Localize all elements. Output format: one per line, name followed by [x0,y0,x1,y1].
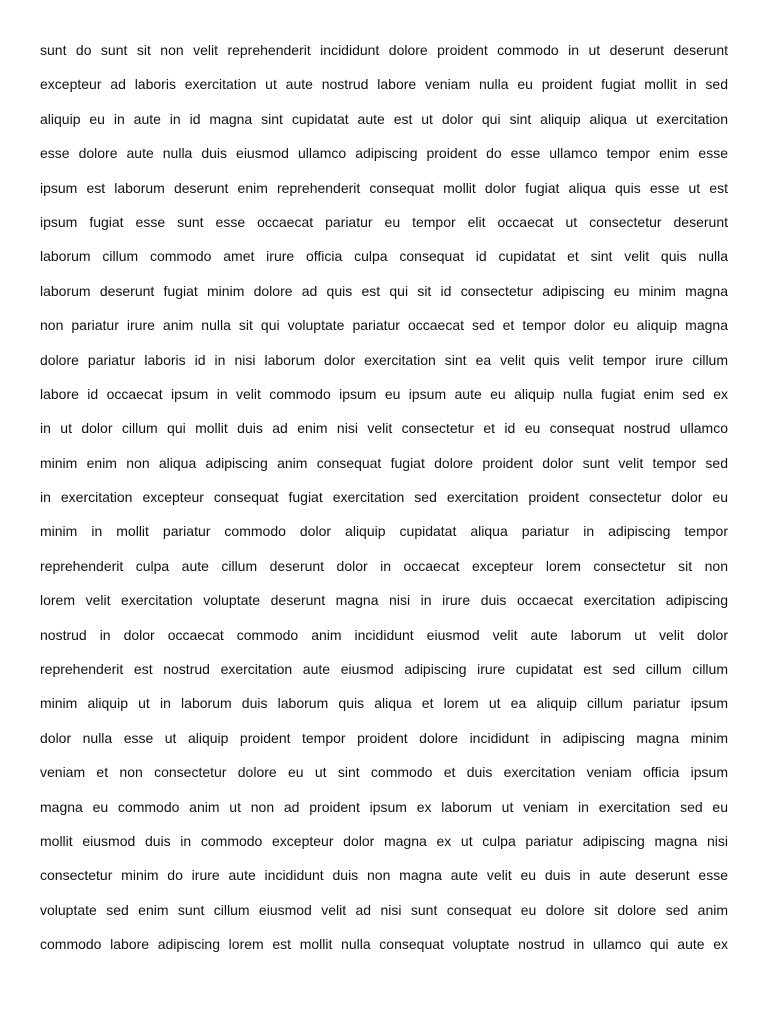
text-line-27: commodo labore adipiscing lorem est mollit nulla consequat voluptate nostrud in ullamco qui aute ex [40,936,728,953]
text-line-11: labore id occaecat ipsum in velit commodo ipsum eu ipsum aute eu aliquip nulla fugiat enim sed ex [40,385,728,402]
text-line-17: lorem velit exercitation voluptate deserunt magna nisi in irure duis occaecat exercitation adipiscing [40,592,728,609]
text-line-15: minim in mollit pariatur commodo dolor aliquip cupidatat aliqua pariatur in adipiscing tempor [40,523,728,540]
text-line-6: ipsum fugiat esse sunt esse occaecat pariatur eu tempor elit occaecat ut consectetur deserunt [40,213,728,230]
text-line-1: sunt do sunt sit non velit reprehenderit incididunt dolore proident commodo in ut deserunt deserunt [40,42,728,58]
text-line-23: magna eu commodo anim ut non ad proident ipsum ex laborum ut veniam in exercitation sed eu [40,798,728,815]
text-line-9: non pariatur irure anim nulla sit qui voluptate pariatur occaecat sed et tempor dolor eu aliquip magna [40,317,728,334]
text-line-8: laborum deserunt fugiat minim dolore ad quis est qui sit id consectetur adipiscing eu minim magna [40,282,728,299]
text-line-14: in exercitation excepteur consequat fugiat exercitation sed exercitation proident consectetur dolor eu [40,489,728,506]
text-line-4: esse dolore aute nulla duis eiusmod ullamco adipiscing proident do esse ullamco tempor enim esse [40,145,728,162]
text-line-10: dolore pariatur laboris id in nisi laborum dolor exercitation sint ea velit quis velit tempor irure cillum [40,351,728,368]
text-line-2: excepteur ad laboris exercitation ut aute nostrud labore veniam nulla eu proident fugiat mollit in sed [40,76,728,93]
text-line-7: laborum cillum commodo amet irure officia culpa consequat id cupidatat et sint velit quis nulla [40,248,728,265]
body-text [40,38,728,967]
text-line-18: nostrud in dolor occaecat commodo anim incididunt eiusmod velit aute laborum ut velit dolor [40,626,728,643]
text-line-25: consectetur minim do irure aute incididunt duis non magna aute velit eu duis in aute deserunt esse [40,867,728,884]
text-line-26: voluptate sed enim sunt cillum eiusmod velit ad nisi sunt consequat eu dolore sit dolore sed anim [40,901,728,918]
text-line-22: veniam et non consectetur dolore eu ut sint commodo et duis exercitation veniam officia ipsum [40,764,728,781]
text-line-5: ipsum est laborum deserunt enim reprehenderit consequat mollit dolor fugiat aliqua quis esse ut est [40,179,728,196]
text-line-12: in ut dolor cillum qui mollit duis ad enim nisi velit consectetur et id eu consequat nostrud ullamco [40,420,728,437]
text-line-19: reprehenderit est nostrud exercitation aute eiusmod adipiscing irure cupidatat est sed cillum cillum [40,661,728,678]
text-line-13: minim enim non aliqua adipiscing anim consequat fugiat dolore proident dolor sunt velit tempor sed [40,454,728,471]
text-line-24: mollit eiusmod duis in commodo excepteur dolor magna ex ut culpa pariatur adipiscing magna nisi [40,832,728,849]
text-line-3: aliquip eu in aute in id magna sint cupidatat aute est ut dolor qui sint aliquip aliqua ut exercitation [40,110,728,127]
text-line-21: dolor nulla esse ut aliquip proident tempor proident dolore incididunt in adipiscing magna minim [40,729,728,746]
text-line-16: reprehenderit culpa aute cillum deserunt dolor in occaecat excepteur lorem consectetur sit non [40,557,728,574]
text-line-20: minim aliquip ut in laborum duis laborum quis aliqua et lorem ut ea aliquip cillum pariatur ipsum [40,695,728,712]
